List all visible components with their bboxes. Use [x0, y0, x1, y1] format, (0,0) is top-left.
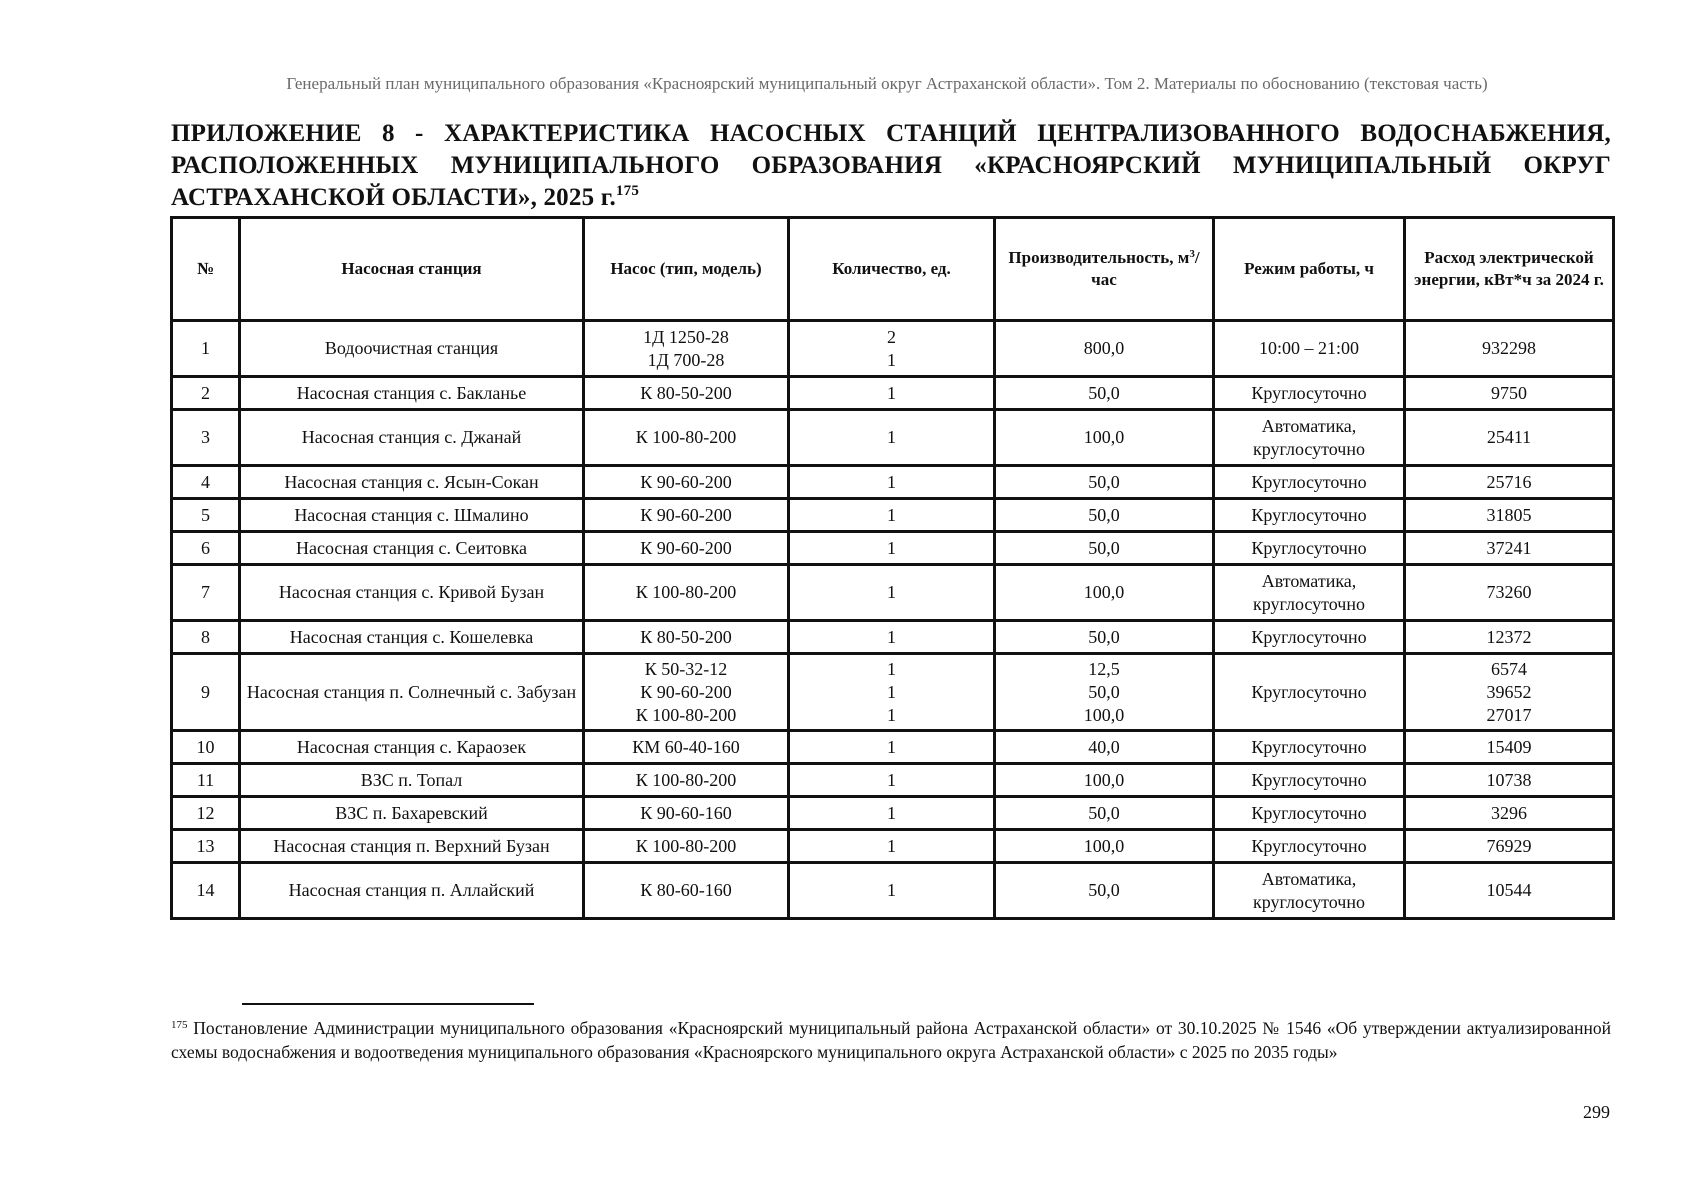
cell-mode: Круглосуточно	[1214, 499, 1405, 532]
cell-mode: Круглосуточно	[1214, 797, 1405, 830]
cell-station: Насосная станция с. Кривой Бузан	[240, 565, 584, 621]
table-row	[172, 565, 1614, 621]
cell-capacity	[995, 466, 1214, 499]
table-row	[172, 410, 1614, 466]
cell-mode: Круглосуточно	[1214, 466, 1405, 499]
cell-capacity-line: 50,0	[1088, 681, 1120, 702]
cell-capacity	[995, 764, 1214, 797]
pump-stations-table	[170, 216, 1615, 920]
cell-mode: Круглосуточно	[1214, 654, 1405, 731]
cell-quantity-line: 1	[887, 382, 896, 403]
col-header-pump: Насос (тип, модель)	[584, 218, 789, 321]
cell-num: 2	[172, 377, 240, 410]
cell-station: Насосная станция с. Караозек	[240, 731, 584, 764]
cell-capacity	[995, 377, 1214, 410]
cell-pump	[584, 764, 789, 797]
cell-capacity	[995, 863, 1214, 919]
cell-mode: Круглосуточно	[1214, 764, 1405, 797]
cell-num: 1	[172, 321, 240, 377]
cell-num: 10	[172, 731, 240, 764]
cell-energy-line: 25411	[1486, 427, 1532, 447]
appendix-title	[171, 118, 1611, 214]
cell-mode: Круглосуточно	[1214, 830, 1405, 863]
cell-num: 13	[172, 830, 240, 863]
cell-num: 4	[172, 466, 240, 499]
cell-mode: Круглосуточно	[1214, 621, 1405, 654]
cell-quantity	[789, 830, 995, 863]
cell-pump	[584, 466, 789, 499]
cell-energy-line: 37241	[1486, 537, 1532, 558]
cell-quantity-line: 1	[887, 736, 896, 757]
cell-pump	[584, 654, 789, 731]
cell-energy-line: 31805	[1486, 504, 1532, 525]
cell-energy	[1405, 654, 1614, 731]
table-header-row	[172, 218, 1614, 321]
table-row	[172, 621, 1614, 654]
cell-pump	[584, 863, 789, 919]
cell-station: Насосная станция п. Солнечный с. Забузан	[240, 654, 584, 731]
cell-pump	[584, 621, 789, 654]
cell-pump-line: 1Д 700-28	[647, 349, 725, 370]
cell-mode: Автоматика, круглосуточно	[1214, 565, 1405, 621]
cell-energy-line: 27017	[1486, 704, 1532, 725]
cell-energy	[1405, 731, 1614, 764]
cell-energy-line: 25716	[1486, 471, 1532, 492]
cell-num: 5	[172, 499, 240, 532]
cell-pump	[584, 532, 789, 565]
cell-capacity-line: 100,0	[1083, 835, 1125, 856]
table-body	[172, 321, 1614, 919]
cell-num: 6	[172, 532, 240, 565]
cell-capacity-line: 50,0	[1088, 471, 1120, 492]
cell-capacity	[995, 321, 1214, 377]
cell-energy-line: 39652	[1486, 681, 1532, 702]
table-row	[172, 499, 1614, 532]
cell-quantity-line: 1	[887, 626, 896, 647]
cell-capacity	[995, 731, 1214, 764]
footnote-divider	[242, 1003, 534, 1005]
footnote-text: Постановление Администрации муниципального образования «Красноярский муниципальный района Астраханской области» от 30.10.2025 № 1546 «Об утверждении актуализированной схемы водоснабжения и водоотведения муниципального образования «Красноярского муниципального округа Астраханской области» с 2025 по 2035 годы»	[171, 1018, 1611, 1062]
cell-station: Водоочистная станция	[240, 321, 584, 377]
cell-pump-line: К 90-60-200	[640, 537, 732, 558]
cell-pump	[584, 410, 789, 466]
cell-capacity-line: 50,0	[1088, 382, 1120, 403]
table-row	[172, 466, 1614, 499]
cell-pump-line: К 80-60-160	[640, 880, 732, 900]
cell-quantity-line: 1	[887, 427, 896, 447]
table-row	[172, 731, 1614, 764]
cell-station: Насосная станция с. Бакланье	[240, 377, 584, 410]
cell-quantity	[789, 654, 995, 731]
cell-capacity-line: 50,0	[1088, 626, 1120, 647]
table-row	[172, 830, 1614, 863]
cell-energy	[1405, 830, 1614, 863]
col-header-quantity: Количество, ед.	[789, 218, 995, 321]
cell-pump-line: КМ 60-40-160	[632, 736, 740, 757]
cell-station: Насосная станция п. Верхний Бузан	[240, 830, 584, 863]
cell-energy-line: 932298	[1482, 338, 1536, 358]
cell-pump-line: К 80-50-200	[640, 382, 732, 403]
cell-pump-line: К 100-80-200	[635, 769, 737, 790]
cell-pump-line: К 90-60-200	[640, 504, 732, 525]
cell-pump-line: К 100-80-200	[635, 704, 737, 725]
col-header-mode: Режим работы, ч	[1214, 218, 1405, 321]
cell-quantity	[789, 410, 995, 466]
cell-pump-line: К 90-60-160	[640, 802, 732, 823]
cell-quantity-line: 1	[887, 582, 896, 602]
table-row	[172, 321, 1614, 377]
cell-capacity-line: 50,0	[1088, 537, 1120, 558]
cell-quantity	[789, 499, 995, 532]
title-footnote-ref[interactable]: 175	[615, 183, 640, 199]
cell-pump	[584, 797, 789, 830]
cell-station: Насосная станция с. Кошелевка	[240, 621, 584, 654]
cell-station: Насосная станция п. Аллайский	[240, 863, 584, 919]
cell-quantity	[789, 863, 995, 919]
cell-capacity-line: 100,0	[1083, 769, 1125, 790]
cell-energy-line: 15409	[1486, 736, 1532, 757]
cell-pump	[584, 731, 789, 764]
cell-mode: Автоматика, круглосуточно	[1214, 863, 1405, 919]
cell-energy	[1405, 321, 1614, 377]
cell-num: 8	[172, 621, 240, 654]
cell-pump	[584, 321, 789, 377]
cell-capacity	[995, 565, 1214, 621]
cell-quantity-line: 1	[887, 658, 896, 679]
footnote	[171, 1016, 1611, 1064]
col-header-station: Насосная станция	[240, 218, 584, 321]
cell-energy-line: 10738	[1486, 769, 1532, 790]
cell-energy	[1405, 377, 1614, 410]
cell-energy	[1405, 565, 1614, 621]
col-header-energy: Расход электрической энергии, кВт*ч за 2024 г.	[1405, 218, 1614, 321]
cell-quantity	[789, 764, 995, 797]
cell-energy-line: 73260	[1486, 582, 1532, 602]
cell-capacity	[995, 410, 1214, 466]
cell-capacity-line: 12,5	[1088, 658, 1120, 679]
cell-energy	[1405, 797, 1614, 830]
cell-station: Насосная станция с. Ясын-Сокан	[240, 466, 584, 499]
cell-capacity-line: 100,0	[1083, 427, 1125, 447]
cell-quantity-line: 1	[887, 681, 896, 702]
cell-pump-line: К 90-60-200	[640, 681, 732, 702]
cell-quantity-line: 1	[887, 704, 896, 725]
cell-pump-line: 1Д 1250-28	[643, 326, 729, 347]
cell-energy-line: 3296	[1491, 802, 1527, 823]
cell-quantity-line: 1	[887, 835, 896, 856]
cell-mode: Круглосуточно	[1214, 377, 1405, 410]
cell-pump-line: К 100-80-200	[635, 427, 737, 447]
cell-capacity	[995, 499, 1214, 532]
cell-capacity	[995, 621, 1214, 654]
cell-quantity	[789, 377, 995, 410]
col-header-num: №	[172, 218, 240, 321]
cell-energy	[1405, 410, 1614, 466]
cell-station: Насосная станция с. Сеитовка	[240, 532, 584, 565]
cell-quantity	[789, 321, 995, 377]
page-number: 299	[1583, 1102, 1610, 1122]
cell-quantity-line: 1	[887, 471, 896, 492]
cell-energy-line: 6574	[1491, 658, 1527, 679]
cell-pump-line: К 100-80-200	[635, 835, 737, 856]
table-row	[172, 863, 1614, 919]
cell-capacity	[995, 797, 1214, 830]
cell-quantity-line: 1	[887, 880, 896, 900]
cell-mode: Круглосуточно	[1214, 532, 1405, 565]
table-row	[172, 654, 1614, 731]
footnote-marker: 175	[171, 1019, 188, 1031]
cell-quantity	[789, 565, 995, 621]
cell-capacity	[995, 830, 1214, 863]
cell-capacity	[995, 654, 1214, 731]
table-row	[172, 797, 1614, 830]
cell-energy-line: 9750	[1491, 382, 1527, 403]
cell-quantity-line: 1	[887, 537, 896, 558]
cell-num: 12	[172, 797, 240, 830]
col-header-capacity	[995, 218, 1214, 321]
cell-quantity-line: 1	[887, 349, 896, 370]
appendix-title-text: ПРИЛОЖЕНИЕ 8 - ХАРАКТЕРИСТИКА НАСОСНЫХ СТАНЦИЙ ЦЕНТРАЛИЗОВАННОГО ВОДОСНАБЖЕНИЯ, РАСПОЛОЖЕННЫХ МУНИЦИПАЛЬНОГО ОБРАЗОВАНИЯ «КРАСНОЯРСКИЙ МУНИЦИПАЛЬНЫЙ ОКРУГ АСТРАХАНСКОЙ ОБЛАСТИ», 2025 г.	[171, 120, 1611, 211]
col-header-capacity-sup: 3	[1189, 248, 1195, 260]
table-row	[172, 532, 1614, 565]
cell-mode: Автоматика, круглосуточно	[1214, 410, 1405, 466]
cell-num: 9	[172, 654, 240, 731]
cell-quantity	[789, 797, 995, 830]
cell-energy-line: 12372	[1486, 626, 1532, 647]
cell-energy	[1405, 532, 1614, 565]
cell-capacity-line: 40,0	[1088, 736, 1120, 757]
cell-num: 7	[172, 565, 240, 621]
cell-capacity-line: 50,0	[1088, 880, 1120, 900]
cell-mode: Круглосуточно	[1214, 731, 1405, 764]
cell-capacity	[995, 532, 1214, 565]
cell-quantity	[789, 731, 995, 764]
cell-pump-line: К 90-60-200	[640, 471, 732, 492]
cell-station: ВЗС п. Бахаревский	[240, 797, 584, 830]
cell-energy-line: 10544	[1486, 880, 1532, 900]
cell-quantity-line: 1	[887, 802, 896, 823]
cell-capacity-line: 50,0	[1088, 802, 1120, 823]
cell-station: Насосная станция с. Шмалино	[240, 499, 584, 532]
cell-quantity	[789, 621, 995, 654]
cell-num: 11	[172, 764, 240, 797]
cell-capacity-line: 50,0	[1088, 504, 1120, 525]
cell-pump-line: К 100-80-200	[635, 582, 737, 602]
cell-capacity-line: 800,0	[1083, 338, 1125, 358]
cell-station: Насосная станция с. Джанай	[240, 410, 584, 466]
cell-station: ВЗС п. Топал	[240, 764, 584, 797]
cell-pump	[584, 499, 789, 532]
cell-energy	[1405, 764, 1614, 797]
cell-num: 14	[172, 863, 240, 919]
cell-energy	[1405, 466, 1614, 499]
cell-pump	[584, 377, 789, 410]
running-header: Генеральный план муниципального образования «Красноярский муниципальный округ Астраханской области». Том 2. Материалы по обоснованию (текстовая часть)	[286, 74, 1488, 93]
cell-capacity-line: 100,0	[1083, 704, 1125, 725]
cell-energy	[1405, 499, 1614, 532]
cell-quantity	[789, 532, 995, 565]
cell-pump-line: К 80-50-200	[640, 626, 732, 647]
table-row	[172, 764, 1614, 797]
cell-energy	[1405, 863, 1614, 919]
cell-energy	[1405, 621, 1614, 654]
cell-pump	[584, 565, 789, 621]
cell-quantity-line: 1	[887, 769, 896, 790]
cell-quantity-line: 2	[887, 326, 896, 347]
cell-pump	[584, 830, 789, 863]
cell-pump-line: К 50-32-12	[644, 658, 728, 679]
table-row	[172, 377, 1614, 410]
cell-quantity	[789, 466, 995, 499]
cell-capacity-line: 100,0	[1083, 582, 1125, 602]
cell-num: 3	[172, 410, 240, 466]
cell-energy-line: 76929	[1486, 835, 1532, 856]
cell-mode: 10:00 – 21:00	[1214, 321, 1405, 377]
col-header-capacity-unit: /час	[1091, 248, 1200, 289]
cell-quantity-line: 1	[887, 504, 896, 525]
col-header-capacity-label: Производительность, м	[1008, 248, 1190, 267]
